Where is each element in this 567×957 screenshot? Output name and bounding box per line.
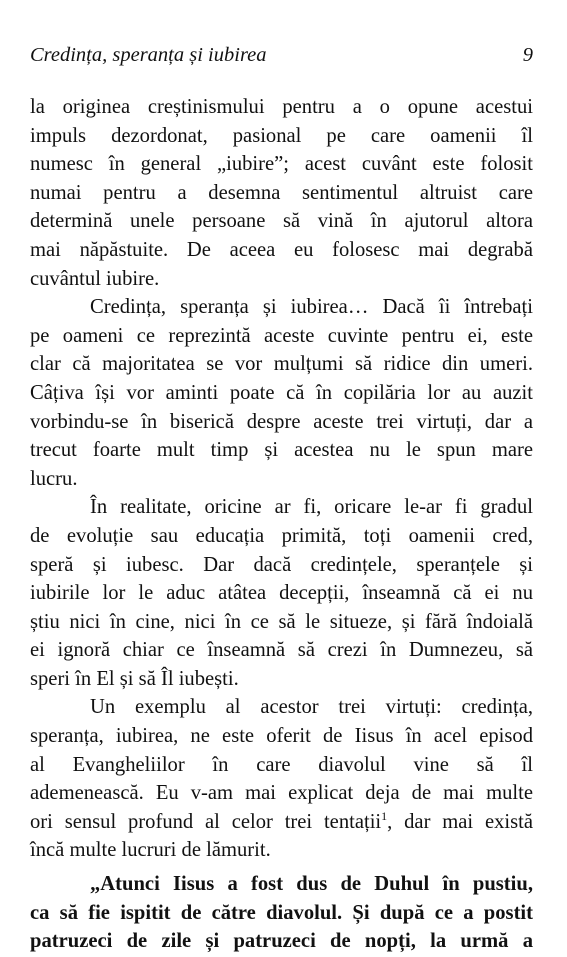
text-line: cuvântul iubire. — [30, 267, 160, 290]
text-line: lucru. — [30, 467, 78, 490]
text-line: la originea creștinismului pentru a o opune acestui — [30, 96, 533, 118]
text-line: Un exemplu al acestor trei virtuți: credința, — [90, 696, 533, 719]
text-line: trecut foarte mult timp și acestea nu le spun mare — [30, 439, 533, 462]
text-fragment: ori sensul profund al celor trei tentații — [30, 810, 382, 833]
text-line: al Evangheliilor în care diavolul vine să îl — [30, 753, 533, 776]
text-line: speri în El și să Îl iubești. — [30, 667, 239, 690]
quote-line: „Atunci Iisus a fost dus de Duhul în pustiu, — [90, 873, 533, 896]
text-line: ei ignoră chiar ce înseamnă să crezi în Dumnezeu, să — [30, 639, 533, 662]
text-line: ademenească. Eu v-am mai explicat deja de mai multe — [30, 782, 533, 805]
page-number: 9 — [522, 44, 533, 66]
text-line: Credința, speranța și iubirea… Dacă îi întrebați — [90, 296, 533, 319]
text-line: clar că majoritatea se vor mulțumi să ridice din umeri. — [30, 353, 533, 376]
quote-line: ca să fie ispitit de către diavolul. Și după ce a postit — [30, 901, 533, 924]
text-line: numai pentru a desemna sentimentul altruist care — [30, 181, 533, 204]
text-line: pe oameni ce reprezintă aceste cuvinte pentru ei, este — [30, 324, 533, 347]
text-line: de evoluție sau educația primită, toți oamenii cred, — [30, 524, 533, 547]
text-line: mai năpăstuite. De aceea eu folosesc mai degrabă — [30, 238, 533, 261]
text-line: iubirile lor le aduc atâtea decepții, înseamnă că ei nu — [30, 582, 533, 605]
running-title: Credința, speranța și iubirea — [30, 44, 267, 66]
body-text — [30, 93, 533, 956]
text-line: determină unele persoane să vină în ajutorul altora — [30, 210, 533, 233]
text-line: vorbindu-se în biserică despre aceste trei virtuți, dar a — [30, 410, 533, 433]
text-line: Câțiva își vor aminti poate că în copilăria lor au auzit — [30, 381, 533, 404]
text-fragment: , dar mai există — [387, 810, 533, 833]
page-header — [30, 44, 533, 72]
footnote-marker: 1 — [381, 808, 388, 823]
text-line: impuls dezordonat, pasional pe care oamenii îl — [30, 124, 533, 147]
text-line: încă multe lucruri de lămurit. — [30, 839, 271, 862]
text-line: știu nici în cine, nici în ce să le situeze, și fără îndoială — [30, 610, 533, 633]
text-line: speră și iubesc. Dar dacă credințele, speranțele și — [30, 553, 533, 576]
text-line: numesc în general „iubire”; acest cuvânt este folosit — [30, 153, 533, 176]
quote-line: patruzeci de zile și patruzeci de nopți, la urmă a — [30, 930, 533, 953]
text-line: speranța, iubirea, ne este oferit de Iisus în acel episod — [30, 725, 533, 748]
text-line-with-footnote — [30, 808, 533, 837]
text-line: În realitate, oricine ar fi, oricare le-ar fi gradul — [90, 496, 533, 519]
